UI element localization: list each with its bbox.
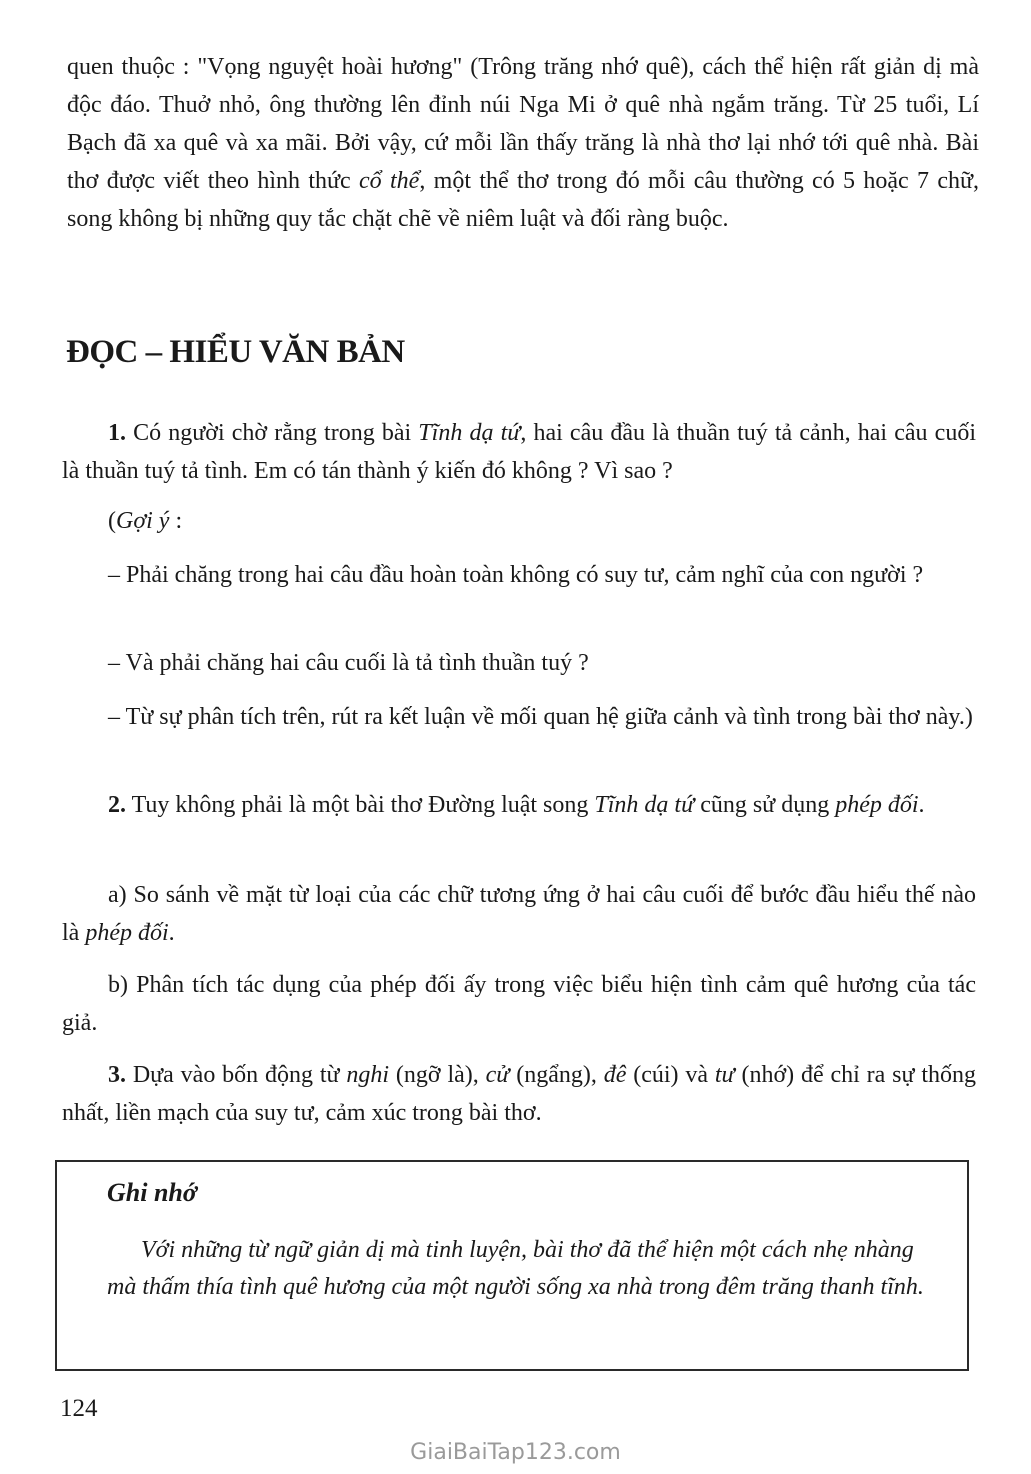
- verb-nghi: nghi: [346, 1062, 390, 1088]
- poem-title: Tĩnh dạ tứ: [418, 420, 521, 446]
- gloss-2: (ngẩng),: [509, 1062, 604, 1088]
- hint-label: [62, 502, 976, 540]
- hint-open-paren: (: [108, 508, 116, 534]
- section-heading: ĐỌC – HIỂU VĂN BẢN: [66, 334, 405, 370]
- verb-tu: tư: [714, 1062, 735, 1088]
- question-2-text-mid: cũng sử dụng: [694, 792, 836, 818]
- memo-title: Ghi nhớ: [107, 1178, 197, 1207]
- term-phep-doi: phép đối: [85, 920, 169, 946]
- intro-text: quen thuộc : "Vọng nguyệt hoài hương" (Trông trăng nhớ quê), cách thể hiện rất giản dị mà độc đáo. Thuở nhỏ, ông thường lên đỉnh núi Nga Mi ở quê nhà ngắm trăng. Từ 25 tuổi, Lí Bạch đã xa quê và xa mãi. Bởi vậy, cứ mỗi lần thấy trăng là nhà thơ lại nhớ tới quê nhà. Bài thơ được viết theo hình thức: [67, 54, 979, 194]
- question-2-number: 2.: [108, 792, 126, 818]
- question-1-text-end: , hai câu đầu là thuần tuý tả cảnh, hai câu cuối là thuần tuý tả tình. Em có tán thành ý kiến đó không ? Vì sao ?: [62, 420, 976, 484]
- question-2a-period: .: [168, 920, 175, 946]
- intro-text-end: , một thể thơ trong đó mỗi câu thường có 5 hoặc 7 chữ, song không bị những quy tắc chặt chẽ về niêm luật và đối ràng buộc.: [67, 168, 979, 232]
- question-2a-text: a) So sánh về mặt từ loại của các chữ tương ứng ở hai câu cuối để bước đầu hiểu thế nào là: [62, 882, 976, 946]
- question-2-text: Tuy không phải là một bài thơ Đường luật song: [126, 792, 595, 818]
- gloss-3: (cúi) và: [626, 1062, 715, 1088]
- intro-paragraph: [67, 48, 979, 238]
- page-number: 124: [60, 1395, 98, 1422]
- question-3-text-end: (nhớ) để chỉ ra sự thống nhất, liền mạch của suy tư, cảm xúc trong bài thơ.: [62, 1062, 977, 1126]
- question-2b: b) Phân tích tác dụng của phép đối ấy trong việc biểu hiện tình cảm quê hương của tác giả.: [62, 972, 976, 1036]
- gloss-1: (ngỡ là),: [389, 1062, 486, 1088]
- hint-item: – Và phải chăng hai câu cuối là tả tình thuần tuý ?: [108, 650, 589, 676]
- hint-colon: :: [169, 508, 183, 534]
- question-2a: [62, 876, 976, 952]
- hint-item: – Phải chăng trong hai câu đầu hoàn toàn không có suy tư, cảm nghĩ của con người ?: [108, 562, 924, 588]
- question-2-period: .: [918, 792, 925, 818]
- question-3-text: Dựa vào bốn động từ: [126, 1062, 347, 1088]
- intro-emphasis: cổ thể: [359, 168, 420, 194]
- term-phep-doi: phép đối: [835, 792, 919, 818]
- memo-text: Với những từ ngữ giản dị mà tinh luyện, bài thơ đã thể hiện một cách nhẹ nhàng mà thấm thía tình quê hương của một người sống xa nhà trong đêm trăng thanh tĩnh.: [107, 1237, 924, 1300]
- question-3: [62, 1056, 976, 1132]
- memo-box: [55, 1160, 969, 1371]
- question-3-number: 3.: [108, 1062, 126, 1088]
- watermark: GiaiBaiTap123.com: [410, 1440, 621, 1465]
- verb-cu: cử: [485, 1062, 510, 1088]
- hint-label-text: Gợi ý: [116, 508, 170, 534]
- verb-de: đê: [603, 1062, 627, 1088]
- question-1-text: Có người chờ rằng trong bài: [126, 420, 419, 446]
- poem-title: Tĩnh dạ tứ: [594, 792, 695, 818]
- question-1-number: 1.: [108, 420, 126, 446]
- question-1: [62, 414, 976, 490]
- question-2: [62, 786, 976, 824]
- hint-item: – Từ sự phân tích trên, rút ra kết luận về mối quan hệ giữa cảnh và tình trong bài thơ này.): [108, 704, 973, 730]
